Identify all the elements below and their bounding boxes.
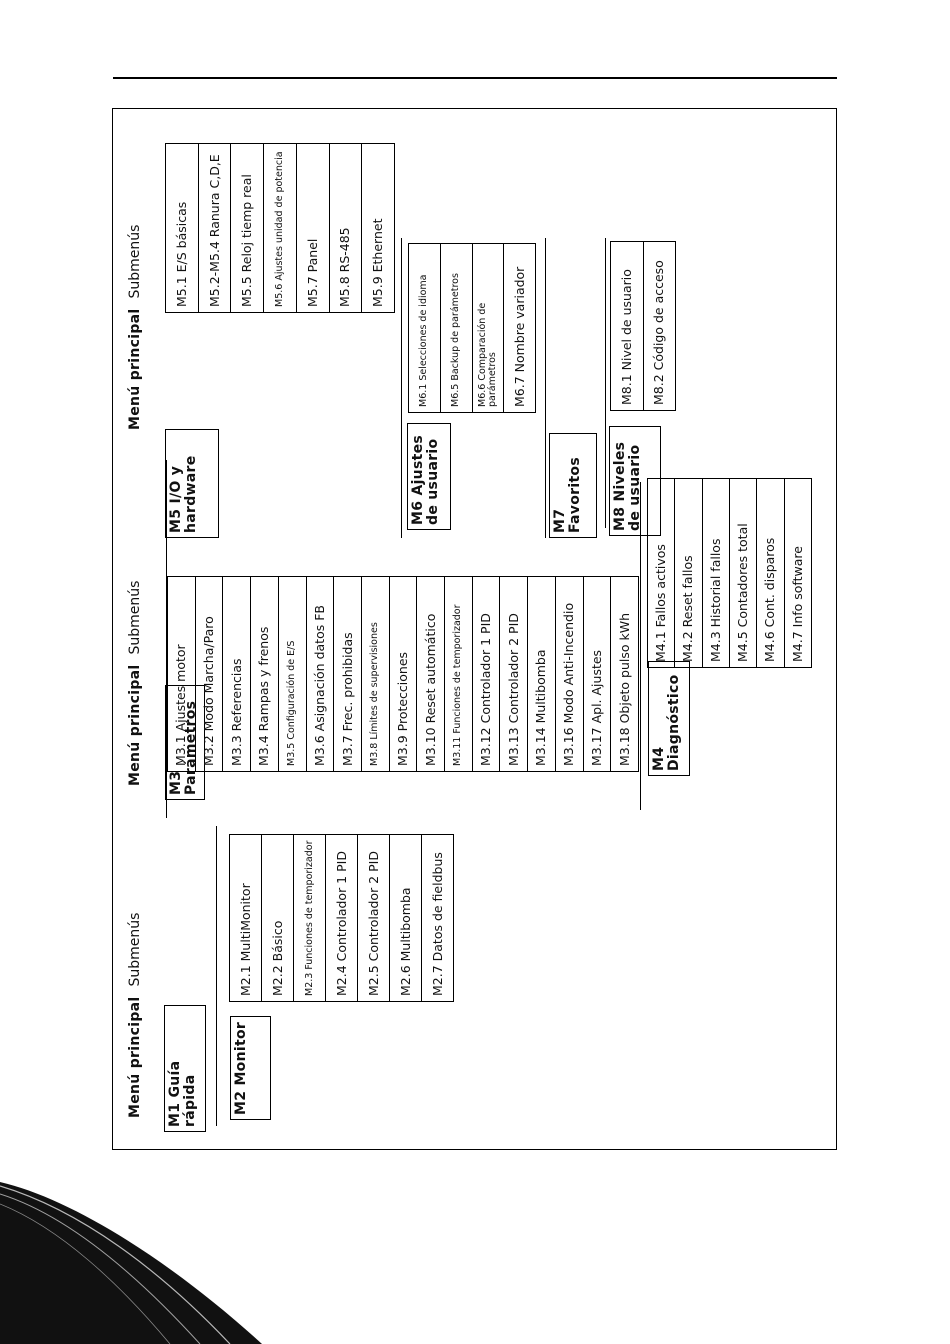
m2-submenu-item[interactable]: M2.3 Funciones de temporizador [293,835,325,1001]
m3-submenu-item[interactable]: M3.4 Rampas y frenos [250,577,278,771]
m3-submenu-item[interactable]: M3.8 Límites de supervisiones [361,577,389,771]
m2-submenu-item[interactable]: M2.7 Datos de fieldbus [421,835,453,1001]
divider-m1 [216,826,217,1126]
menu-box-m3[interactable]: M3 Parámetros [165,685,205,800]
m2-submenu-item[interactable]: M2.5 Controlador 2 PID [357,835,389,1001]
m3-submenu-item[interactable]: M3.13 Controlador 2 PID [499,577,527,771]
m4-submenu-item[interactable]: M4.5 Contadores total [729,479,756,667]
m5-submenu-item[interactable]: M5.8 RS-485 [329,144,362,312]
header-col3: Menú principalSubmenús [127,224,143,430]
submenu-table-m5 [165,143,395,313]
m6-submenu-item[interactable]: M6.5 Backup de parámetros [440,244,472,412]
submenu-table-m3 [167,576,639,772]
divider-m7-m8 [605,238,606,528]
m3-submenu-item[interactable]: M3.10 Reset automático [416,577,444,771]
m4-submenu-item[interactable]: M4.7 Info software [784,479,811,667]
m3-submenu-item[interactable]: M3.9 Protecciones [389,577,417,771]
m3-submenu-item[interactable]: M3.12 Controlador 1 PID [472,577,500,771]
menu-diagram [113,108,833,1148]
m4-submenu-item[interactable]: M4.1 Fallos activos [653,544,669,662]
menu-box-m5[interactable]: M5 I/O y hardware [165,429,219,538]
m5-submenu-item[interactable]: M5.9 Ethernet [361,144,394,312]
m5-submenu-item[interactable]: M5.6 Ajustes unidad de potencia [263,144,296,312]
m3-submenu-item[interactable]: M3.3 Referencias [222,577,250,771]
brand-swoosh-graphic [0,1150,280,1344]
m8-submenu-item[interactable]: M8.2 Código de acceso [643,242,676,410]
m5-submenu-item[interactable]: M5.2-M5.4 Ranura C,D,E [198,144,231,312]
submenu-table-m4 [647,478,812,668]
menu-box-m4[interactable]: M4 Diagnóstico [648,661,690,776]
m3-submenu-item[interactable]: M3.7 Frec. prohibidas [333,577,361,771]
m2-submenu-item[interactable]: M2.1 MultiMonitor [237,883,253,996]
m6-submenu-item[interactable]: M6.7 Nombre variador [503,244,535,412]
m6-submenu-item[interactable]: M6.1 Selecciones de idioma [418,274,430,407]
menu-box-m8[interactable]: M8 Niveles de usuario [609,426,661,536]
m2-submenu-item[interactable]: M2.6 Multibomba [389,835,421,1001]
m3-submenu-item[interactable]: M3.11 Funciones de temporizador [444,577,472,771]
submenu-table-m6 [408,243,536,413]
m5-submenu-item[interactable]: M5.1 E/S básicas [173,201,189,307]
m3-submenu-item[interactable]: M3.16 Modo Anti-Incendio [555,577,583,771]
m3-submenu-item[interactable]: M3.18 Objeto pulso kWh [610,577,638,771]
menu-box-m2[interactable]: M2 Monitor [230,1016,271,1120]
m8-submenu-item[interactable]: M8.1 Nivel de usuario [618,269,634,405]
header-col1: Menú principalSubmenús [127,912,143,1118]
m6-submenu-item[interactable]: M6.6 Comparación de parámetros [472,244,504,412]
divider-m5-m6 [401,238,402,538]
m4-submenu-item[interactable]: M4.3 Historial fallos [702,479,729,667]
submenu-table-m8 [610,241,676,411]
menu-box-m7[interactable]: M7 Favoritos [549,433,597,538]
menu-box-m6[interactable]: M6 Ajustes de usuario [407,423,451,530]
divider-m6-m7 [545,238,546,538]
m5-submenu-item[interactable]: M5.5 Reloj tiemp real [230,144,263,312]
m3-submenu-item[interactable]: M3.5 Configuración de E/S [278,577,306,771]
m3-submenu-item[interactable]: M3.14 Multibomba [527,577,555,771]
page-top-rule [113,77,837,79]
header-col2: Menú principalSubmenús [127,580,143,786]
m3-submenu-item[interactable]: M3.6 Asignación datos FB [306,577,334,771]
submenu-table-m2 [229,834,454,1002]
m3-submenu-item[interactable]: M3.2 Modo Marcha/Paro [195,577,223,771]
menu-box-m1[interactable]: M1 Guía rápida [164,1005,206,1132]
m2-submenu-item[interactable]: M2.4 Controlador 1 PID [325,835,357,1001]
m3-submenu-item[interactable]: M3.17 Apl. Ajustes [583,577,611,771]
m4-submenu-item[interactable]: M4.6 Cont. disparos [756,479,783,667]
m4-submenu-item[interactable]: M4.2 Reset fallos [674,479,701,667]
m3-submenu-item[interactable]: M3.1 Ajustes motor [173,644,189,766]
m2-submenu-item[interactable]: M2.2 Básico [261,835,293,1001]
m5-submenu-item[interactable]: M5.7 Panel [296,144,329,312]
